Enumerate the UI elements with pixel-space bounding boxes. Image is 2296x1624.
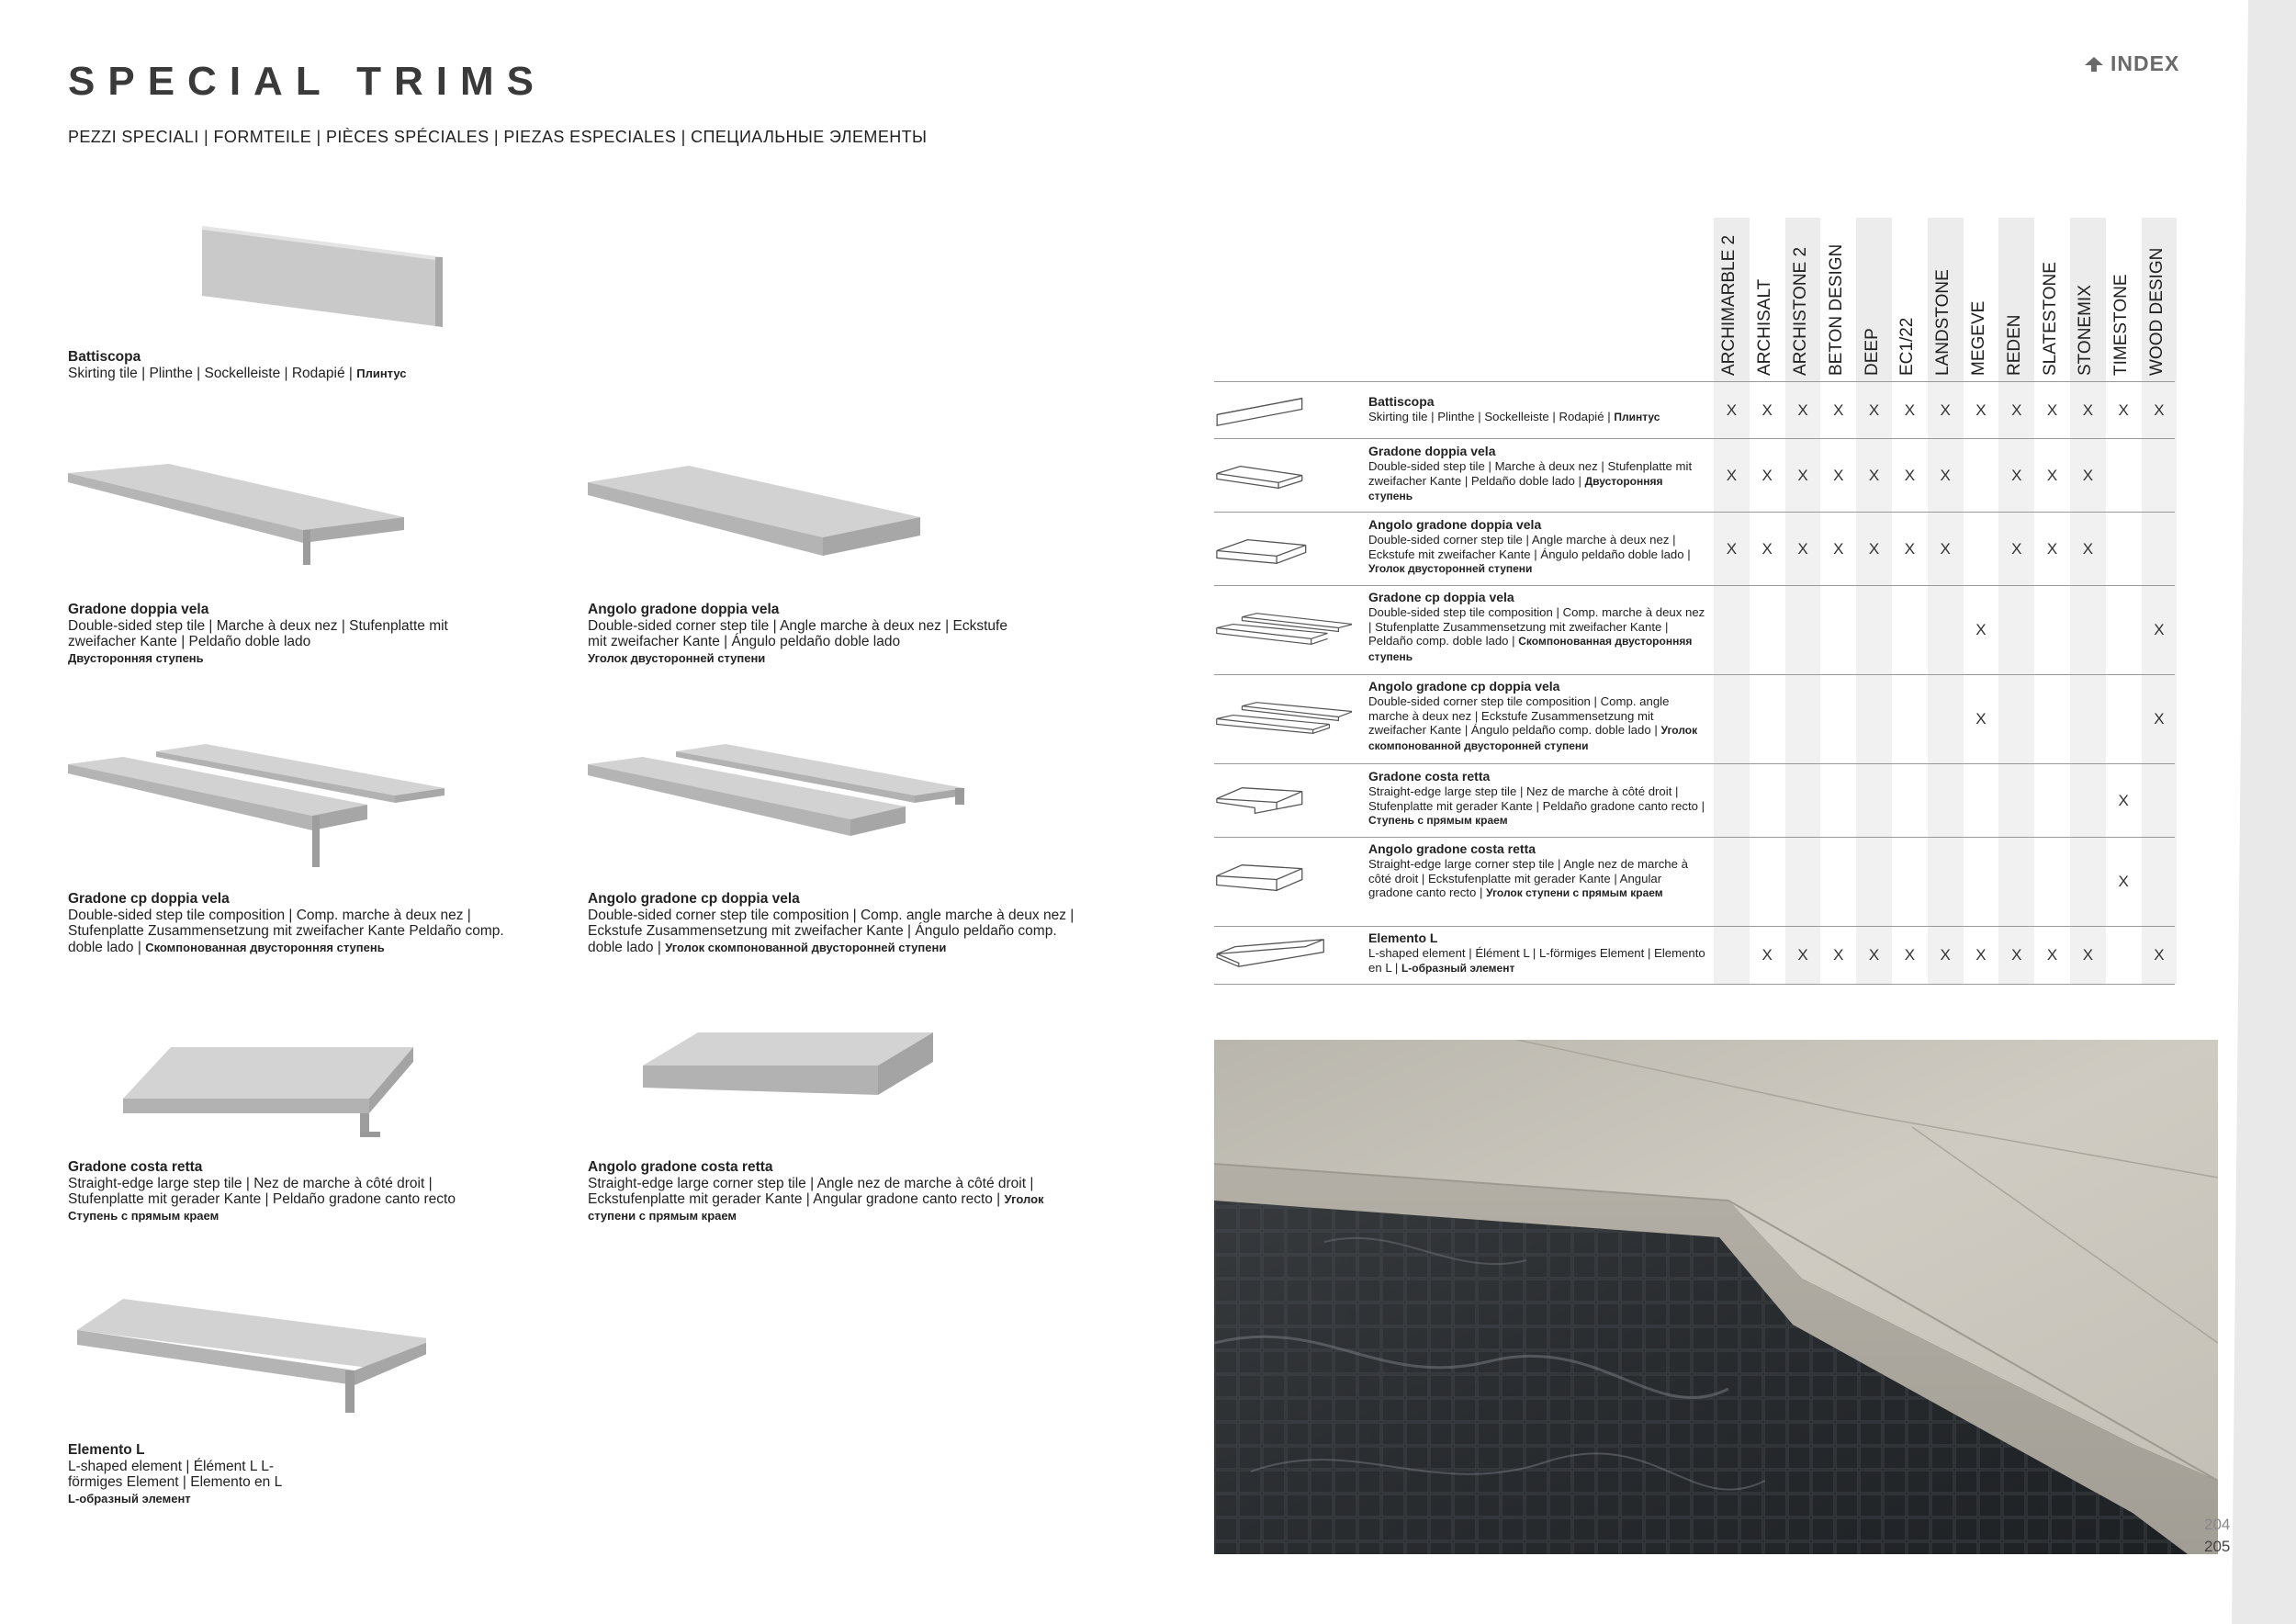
row-desc: Double-sided step tile composition | Comp. marche à deux nez | Stufenplatte Zusammensetzung mit zweifacher Kante | Peldaño comp. doble lado | <box>1368 604 1705 648</box>
product-ru: Двусторонняя ступень <box>68 650 204 665</box>
mark <box>1750 675 1785 763</box>
mark: X <box>1833 466 1844 484</box>
mark: X <box>1904 466 1916 484</box>
mark: X <box>1761 400 1773 419</box>
product-desc: Double-sided corner step tile composition | Comp. angle marche à deux nez | Eckstufe Zusammensetzung mit zweifacher Kante | Ángulo peldaño comp. doble lado | <box>588 907 1075 955</box>
mark <box>1820 764 1856 837</box>
mark: X <box>2118 400 2129 419</box>
product-name: Gradone doppia vela <box>68 602 209 617</box>
mark: X <box>2011 400 2022 419</box>
product-desc: Double-sided step tile | Marche à deux nez | Stufenplatte mit zweifacher Kante | Peldaño doble lado <box>68 617 448 649</box>
index-label: INDEX <box>2110 51 2180 75</box>
mark: X <box>1833 400 1844 419</box>
mark <box>1714 764 1750 837</box>
product-name: Angolo gradone costa retta <box>588 1159 773 1175</box>
row-ru: Уголок двусторонней ступени <box>1368 562 1533 576</box>
mark: X <box>2046 539 2058 558</box>
angolo-gradone-costa-retta-thumb <box>1214 838 1352 926</box>
page-subtitle: PEZZI SPECIALI | FORMTEILE | PIÈCES SPÉCIALES | PIEZAS ESPECIALES | СПЕЦИАЛЬНЫЕ ЭЛЕМЕНТЫ <box>68 128 928 146</box>
row-ru: Ступень с прямым краем <box>1368 814 1508 828</box>
angolo-gradone-cp-doppia-vela-image <box>588 744 974 873</box>
mark: X <box>2046 946 2058 964</box>
column-header: DEEP <box>1856 218 1892 381</box>
mark <box>1750 838 1785 926</box>
mark: X <box>1797 466 1808 484</box>
mark <box>1785 838 1821 926</box>
mark <box>2034 838 2070 926</box>
row-ru: Скомпонованная двусторонняя ступень <box>1368 635 1693 664</box>
mark <box>1928 838 1964 926</box>
product-ru: Уголок ступени с прямым краем <box>588 1192 1044 1223</box>
gradone-costa-retta-thumb <box>1214 764 1352 837</box>
mark <box>1856 764 1892 837</box>
mark: X <box>2118 791 2129 809</box>
row-name: Angolo gradone costa retta <box>1368 841 1536 856</box>
product-desc: Straight-edge large corner step tile | Angle nez de marche à côté droit | Eckstufenplatte mit gerader Kante | Angular gradone canto recto | <box>588 1175 1034 1207</box>
table-row <box>1214 837 2175 926</box>
product-ru: Уголок двусторонней ступени <box>588 650 766 665</box>
table-row <box>1214 763 2175 837</box>
mark: X <box>2154 710 2165 727</box>
row-desc: Straight-edge large step tile | Nez de marche à côté droit | Stufenplatte mit gerader Kante | Peldaño gradone canto recto | <box>1368 784 1705 813</box>
mark: X <box>1940 400 1951 419</box>
row-desc: Skirting tile | Plinthe | Sockelleiste | Rodapié | <box>1368 409 1611 423</box>
row-name: Angolo gradone doppia vela <box>1368 517 1542 532</box>
mark <box>1820 586 1856 674</box>
mark: X <box>1833 946 1844 964</box>
battiscopa-image <box>132 220 454 331</box>
mark: X <box>2118 873 2129 890</box>
mark: X <box>1726 400 1738 419</box>
mark: X <box>2154 400 2165 419</box>
mark <box>1964 838 1999 926</box>
product-desc: Double-sided corner step tile | Angle marche à deux nez | Eckstufe mit zweifacher Kante | Ángulo peldaño doble lado <box>588 617 1007 649</box>
mark: X <box>1868 466 1880 484</box>
mark: X <box>1797 539 1808 558</box>
mark <box>1892 586 1928 674</box>
table-row <box>1214 674 2175 763</box>
row-desc: Double-sided corner step tile composition | Comp. angle marche à deux nez | Eckstufe Zusammensetzung mit zweifacher Kante | Ángulo peldaño comp. doble lado | <box>1368 694 1670 738</box>
mark: X <box>2046 466 2058 484</box>
column-header: MEGEVE <box>1968 300 1988 376</box>
row-name: Angolo gradone cp doppia vela <box>1368 679 1560 694</box>
mark <box>2142 513 2178 585</box>
mark <box>1750 586 1785 674</box>
product-ru: Ступень с прямым краем <box>68 1208 219 1223</box>
column-header: ARCHIMARBLE 2 <box>1714 218 1750 381</box>
mark <box>2142 764 2178 837</box>
mark <box>1785 675 1821 763</box>
column-header: WOOD DESIGN <box>2142 218 2178 381</box>
gradone-cp-doppia-vela-image <box>68 744 454 873</box>
mark <box>2070 586 2106 674</box>
gradone-doppia-vela-thumb <box>1214 439 1352 512</box>
angolo-gradone-cp-doppia-vela-thumb <box>1214 675 1352 763</box>
column-header: ARCHISTONE 2 <box>1785 218 1821 381</box>
row-desc: Straight-edge large corner step tile | Angle nez de marche à côté droit | Eckstufenplatte mit gerader Kante | Angular gradone canto recto | <box>1368 856 1688 900</box>
angolo-gradone-doppia-vela-thumb <box>1214 513 1352 585</box>
table-row <box>1214 512 2175 585</box>
mark: X <box>2046 400 2058 419</box>
product-ru: L-образный элемент <box>68 1491 191 1506</box>
mark <box>2034 586 2070 674</box>
mark <box>1928 675 1964 763</box>
mark <box>1964 764 1999 837</box>
gradone-costa-retta-image <box>123 1027 417 1146</box>
gradone-doppia-vela-image <box>68 464 417 565</box>
row-ru: Плинтус <box>1614 410 1660 423</box>
mark <box>2106 927 2142 984</box>
row-ru: Уголок скомпонованной двусторонней ступени <box>1368 724 1698 753</box>
product-name: Angolo gradone doppia vela <box>588 602 780 617</box>
product-desc: L-shaped element | Élément L L-förmiges Element | Elemento en L <box>68 1458 283 1490</box>
mark <box>1820 675 1856 763</box>
mark <box>1892 675 1928 763</box>
row-ru: L-образный элемент <box>1401 961 1515 975</box>
product-desc: Straight-edge large step tile | Nez de marche à côté droit | Stufenplatte mit gerader Kante | Peldaño gradone canto recto <box>68 1175 456 1207</box>
mark <box>1714 927 1750 984</box>
mark: X <box>1868 400 1880 419</box>
mark <box>1714 675 1750 763</box>
table-column-headers <box>1714 218 2177 381</box>
product-ru: Уголок скомпонованной двусторонней ступени <box>665 940 947 954</box>
mark <box>2142 439 2178 512</box>
column-header: SLATESTONE <box>2040 262 2060 376</box>
mark <box>2070 675 2106 763</box>
mark <box>1928 764 1964 837</box>
mark <box>2070 838 2106 926</box>
index-link[interactable] <box>2083 51 2179 76</box>
mark <box>1964 513 1999 585</box>
mark: X <box>1940 946 1951 964</box>
page-title: SPECIAL TRIMS <box>68 59 547 104</box>
mark: X <box>2011 539 2022 558</box>
mark <box>1998 764 2034 837</box>
mark <box>2070 764 2106 837</box>
column-header: LANDSTONE <box>1928 218 1964 381</box>
mark <box>1998 838 2034 926</box>
column-header: EC1/22 <box>1897 317 1918 376</box>
mark: X <box>1797 946 1808 964</box>
mark: X <box>2082 539 2094 558</box>
mark <box>1928 586 1964 674</box>
mark <box>1785 764 1821 837</box>
mark: X <box>2154 946 2165 964</box>
mark: X <box>1761 466 1773 484</box>
column-header: STONEMIX <box>2070 218 2106 381</box>
product-name: Battiscopa <box>68 349 141 365</box>
row-name: Elemento L <box>1368 930 1438 945</box>
mark: X <box>1761 539 1773 558</box>
row-desc: Double-sided corner step tile | Angle marche à deux nez | Eckstufe mit zweifacher Kante | Ángulo peldaño doble lado | <box>1368 532 1691 561</box>
mark: X <box>1868 539 1880 558</box>
mark: X <box>1761 946 1773 964</box>
mark <box>2106 513 2142 585</box>
mark: X <box>2082 400 2094 419</box>
row-name: Gradone costa retta <box>1368 769 1491 784</box>
mark <box>1998 586 2034 674</box>
column-header: TIMESTONE <box>2111 274 2132 376</box>
page-number-right: 205 <box>2204 1538 2231 1555</box>
mark <box>1856 838 1892 926</box>
mark <box>2142 838 2178 926</box>
mark <box>1714 838 1750 926</box>
table-row <box>1214 438 2175 512</box>
mark <box>2034 764 2070 837</box>
mark <box>1714 586 1750 674</box>
column-header: REDEN <box>1998 218 2034 381</box>
table-bottom-rule <box>1214 984 2175 985</box>
mark: X <box>2082 946 2094 964</box>
mark <box>2034 675 2070 763</box>
mark <box>1750 764 1785 837</box>
mark: X <box>2011 466 2022 484</box>
mark: X <box>1797 400 1808 419</box>
mark: X <box>1975 946 1986 964</box>
row-desc: L-shaped element | Élément L | L-förmiges Element | Elemento en L | <box>1368 945 1705 975</box>
mark: X <box>1904 400 1916 419</box>
row-name: Gradone doppia vela <box>1368 444 1496 458</box>
row-ru: Уголок ступени с прямым краем <box>1486 886 1663 900</box>
mark <box>1856 586 1892 674</box>
battiscopa-thumb <box>1214 382 1352 438</box>
mark: X <box>2154 621 2165 638</box>
mark <box>1785 586 1821 674</box>
table-row <box>1214 381 2175 438</box>
angolo-gradone-costa-retta-image <box>643 1027 937 1146</box>
arrow-up-icon <box>2083 55 2105 73</box>
mark: X <box>1904 946 1916 964</box>
row-name: Gradone cp doppia vela <box>1368 590 1514 604</box>
row-name: Battiscopa <box>1368 394 1435 409</box>
product-name: Gradone costa retta <box>68 1159 203 1175</box>
mark <box>1892 838 1928 926</box>
mark: X <box>1975 710 1986 727</box>
mark: X <box>1726 539 1738 558</box>
product-name: Elemento L <box>68 1442 145 1458</box>
page-number-left: 204 <box>2204 1516 2231 1533</box>
pool-step-photo <box>1214 1040 2218 1554</box>
gradone-cp-doppia-vela-thumb <box>1214 586 1352 674</box>
table-row <box>1214 926 2175 984</box>
mark: X <box>1868 946 1880 964</box>
mark <box>2106 675 2142 763</box>
mark: X <box>1975 400 1986 419</box>
product-name: Gradone cp doppia vela <box>68 891 230 907</box>
elemento-l-image <box>77 1295 426 1415</box>
mark: X <box>1904 539 1916 558</box>
product-ru: Скомпонованная двусторонняя ступень <box>145 940 385 954</box>
product-ru: Плинтус <box>356 366 407 380</box>
table-row <box>1214 585 2175 674</box>
row-ru: Двусторонняя ступень <box>1368 474 1663 503</box>
mark <box>1964 439 1999 512</box>
elemento-l-thumb <box>1214 927 1352 984</box>
mark: X <box>1833 539 1844 558</box>
mark: X <box>1726 466 1738 484</box>
mark: X <box>2082 466 2094 484</box>
mark <box>1998 675 2034 763</box>
page-edge-strip <box>2232 0 2296 1624</box>
product-desc: Skirting tile | Plinthe | Sockelleiste | Rodapié | <box>68 365 353 381</box>
column-header: BETON DESIGN <box>1826 243 1846 376</box>
mark: X <box>1940 539 1951 558</box>
product-desc: Double-sided step tile composition | Comp. marche à deux nez | Stufenplatte Zusammensetzung mit zweifacher Kante Peldaño comp. doble lado | <box>68 907 504 955</box>
mark: X <box>1940 466 1951 484</box>
mark <box>1856 675 1892 763</box>
column-header: ARCHISALT <box>1755 278 1775 376</box>
mark: X <box>2011 946 2022 964</box>
row-desc: Double-sided step tile | Marche à deux nez | Stufenplatte mit zweifacher Kante | Peldaño doble lado | <box>1368 458 1693 488</box>
product-name: Angolo gradone cp doppia vela <box>588 891 800 907</box>
mark <box>1892 764 1928 837</box>
angolo-gradone-doppia-vela-image <box>588 464 937 565</box>
mark: X <box>1975 621 1986 638</box>
mark <box>2106 439 2142 512</box>
mark <box>1820 838 1856 926</box>
mark <box>2106 586 2142 674</box>
